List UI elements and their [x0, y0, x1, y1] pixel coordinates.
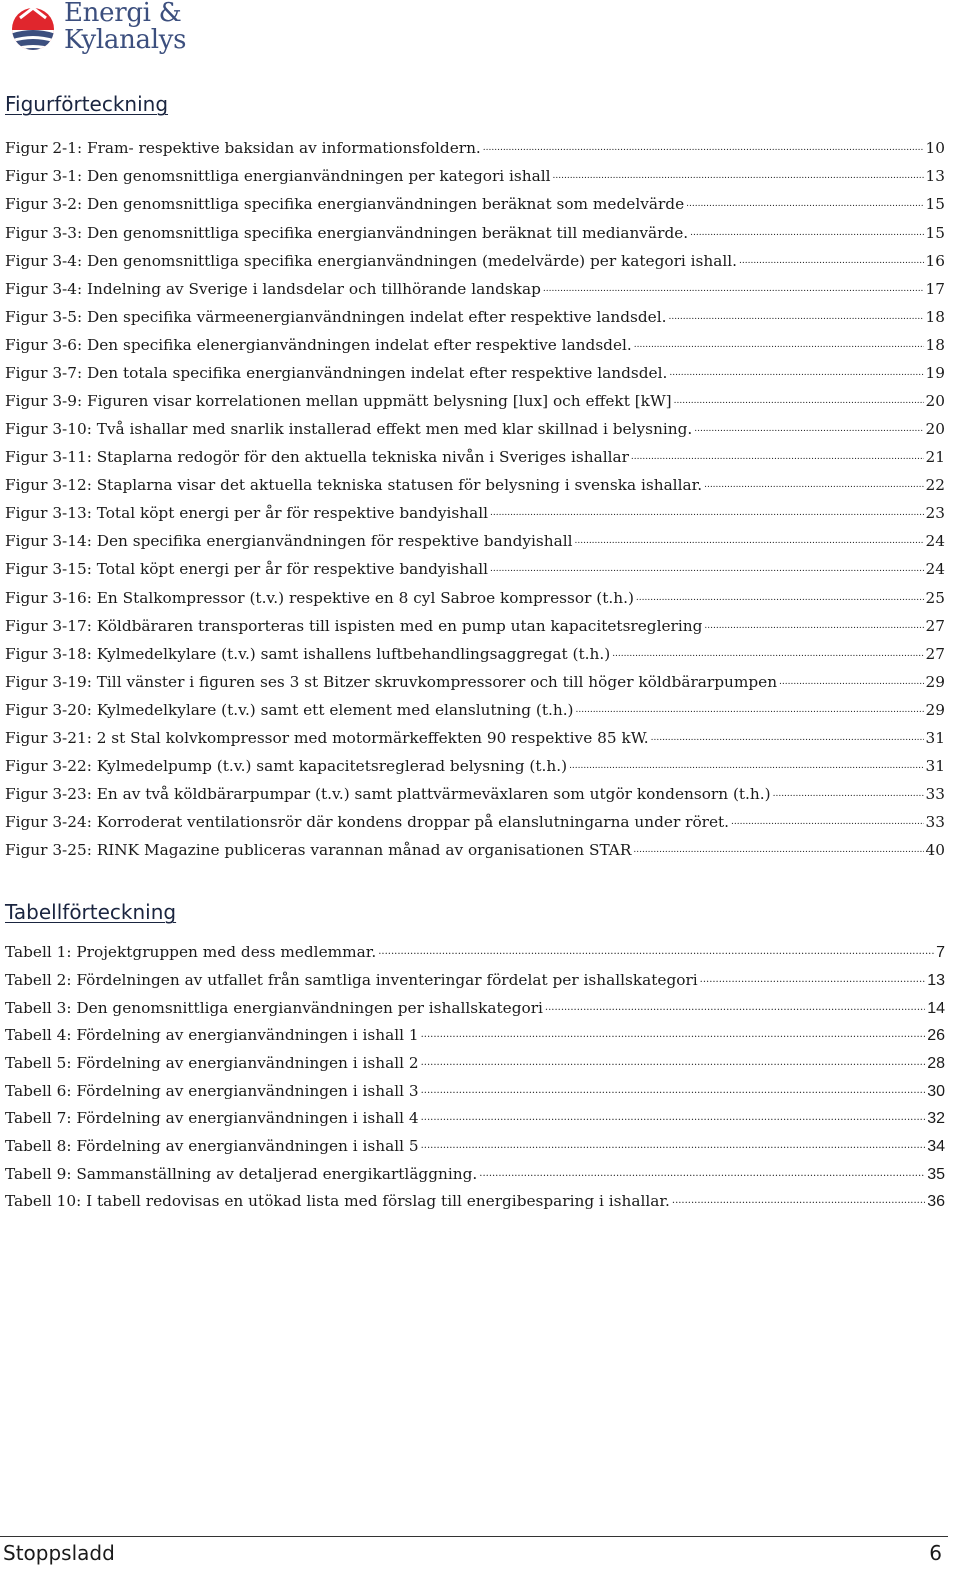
- dot-leader: [631, 447, 924, 462]
- dot-leader: [575, 531, 924, 546]
- table-entry-page[interactable]: 26: [927, 1027, 945, 1045]
- dot-leader: [543, 278, 924, 293]
- dot-leader: [421, 1136, 926, 1151]
- table-entry-title[interactable]: Tabell 8: Fördelning av energianvändningen i ishall 5: [5, 1137, 419, 1156]
- dot-leader: [421, 1108, 926, 1123]
- table-entry[interactable]: [5, 1108, 945, 1136]
- figure-entry[interactable]: [5, 531, 945, 559]
- table-entry[interactable]: [5, 1025, 945, 1053]
- logo-line-2: Kylanalys: [64, 25, 187, 55]
- figure-entry-page[interactable]: 27: [925, 616, 945, 635]
- figure-entry-title[interactable]: Figur 3-16: En Stalkompressor (t.v.) respektive en 8 cyl Sabroe kompressor (t.h.): [5, 588, 634, 607]
- figure-entry[interactable]: [5, 812, 945, 840]
- figure-entry-title[interactable]: Figur 3-10: Två ishallar med snarlik installerad effekt men med klar skillnad i belysning.: [5, 420, 693, 439]
- figure-entry-page[interactable]: 16: [925, 251, 945, 270]
- dot-leader: [668, 306, 923, 321]
- figure-entry[interactable]: [5, 335, 945, 363]
- dot-leader: [634, 335, 924, 350]
- figure-entry-page[interactable]: 20: [925, 392, 945, 410]
- figure-entry[interactable]: [5, 306, 945, 334]
- figure-entry-page[interactable]: 22: [925, 476, 945, 495]
- dot-leader: [739, 250, 924, 265]
- figure-entry-title[interactable]: Figur 3-14: Den specifika energianvändningen för respektive bandyishall: [5, 532, 573, 551]
- table-entry-title[interactable]: Tabell 5: Fördelning av energianvändningen i ishall 2: [5, 1054, 419, 1073]
- dot-leader: [576, 700, 924, 715]
- figure-entry-page[interactable]: 40: [925, 841, 945, 860]
- table-list: [5, 942, 945, 1219]
- figure-entry-title[interactable]: Figur 3-4: Indelning av Sverige i landsdelar och tillhörande landskap: [5, 279, 541, 298]
- dot-leader: [704, 475, 923, 490]
- table-entry-page[interactable]: 34: [927, 1138, 945, 1156]
- figure-entry[interactable]: [5, 222, 945, 250]
- table-entry-page[interactable]: 30: [927, 1082, 945, 1100]
- figure-entry[interactable]: [5, 138, 945, 166]
- figure-entry[interactable]: [5, 615, 945, 643]
- figure-entry-title[interactable]: Figur 3-18: Kylmedelkylare (t.v.) samt ishallens luftbehandlingsaggregat (t.h.): [5, 644, 611, 663]
- figure-entry-title[interactable]: Figur 3-23: En av två köldbärarpumpar (t.v.) samt plattvärmeväxlaren som utgör kondensorn (t.h.): [5, 785, 771, 804]
- figure-entry[interactable]: [5, 503, 945, 531]
- dot-leader: [490, 559, 923, 574]
- table-entry[interactable]: [5, 1053, 945, 1081]
- figure-list-heading: Figurförteckning: [5, 92, 169, 116]
- figure-entry-page[interactable]: 27: [925, 644, 945, 663]
- figure-entry-page[interactable]: 24: [925, 560, 945, 579]
- figure-entry-page[interactable]: 18: [925, 307, 945, 326]
- figure-entry-title[interactable]: Figur 3-6: Den specifika elenergianvändningen indelat efter respektive landsdel.: [5, 335, 632, 354]
- figure-entry-page[interactable]: 10: [925, 139, 945, 158]
- figure-entry-title[interactable]: Figur 3-19: Till vänster i figuren ses 3 st Bitzer skruvkompressorer och till höger köldbärarpumpen: [5, 672, 778, 691]
- dot-leader: [731, 812, 924, 827]
- figure-entry[interactable]: [5, 840, 945, 868]
- figure-entry-title[interactable]: Figur 3-2: Den genomsnittliga specifika energianvändningen beräknat som medelvärde: [5, 195, 685, 214]
- table-entry-page[interactable]: 28: [927, 1055, 945, 1073]
- figure-entry-page[interactable]: 31: [925, 757, 945, 776]
- figure-entry[interactable]: [5, 166, 945, 194]
- dot-leader: [690, 222, 923, 237]
- table-entry-page[interactable]: 7: [936, 944, 945, 962]
- figure-entry-page[interactable]: 33: [925, 813, 945, 832]
- figure-entry-page[interactable]: 21: [925, 448, 945, 467]
- table-entry-title[interactable]: Tabell 1: Projektgruppen med dess medlemmar.: [5, 943, 377, 962]
- figure-entry[interactable]: [5, 391, 945, 419]
- table-entry[interactable]: [5, 1080, 945, 1108]
- dot-leader: [672, 1191, 925, 1206]
- figure-entry-page[interactable]: 17: [925, 279, 945, 298]
- figure-entry-title[interactable]: Figur 3-11: Staplarna redogör för den aktuella tekniska nivån i Sveriges ishallar: [5, 448, 629, 467]
- figure-entry-title[interactable]: Figur 3-7: Den totala specifika energianvändningen indelat efter respektive landsdel.: [5, 363, 668, 382]
- table-entry-page[interactable]: 13: [927, 971, 945, 989]
- figure-entry[interactable]: [5, 784, 945, 812]
- logo-wordmark: [64, 0, 186, 54]
- figure-entry[interactable]: [5, 194, 945, 222]
- logo-emblem-icon: [10, 0, 56, 58]
- logo-line-1: Energi &: [64, 0, 182, 28]
- figure-entry-title[interactable]: Figur 3-4: Den genomsnittliga specifika energianvändningen (medelvärde) per kategori ishall.: [5, 251, 738, 270]
- figure-entry[interactable]: [5, 447, 945, 475]
- dot-leader: [612, 643, 923, 658]
- dot-leader: [421, 1080, 926, 1095]
- figure-entry[interactable]: [5, 559, 945, 587]
- figure-entry[interactable]: [5, 278, 945, 306]
- figure-entry-page[interactable]: 20: [925, 420, 945, 439]
- figure-entry-page[interactable]: 15: [925, 195, 945, 214]
- figure-entry-title[interactable]: Figur 3-22: Kylmedelpump (t.v.) samt kapacitetsreglerad belysning (t.h.): [5, 757, 568, 776]
- table-entry[interactable]: [5, 1164, 945, 1192]
- dot-leader: [553, 166, 924, 181]
- table-entry-title[interactable]: Tabell 7: Fördelning av energianvändningen i ishall 4: [5, 1109, 419, 1128]
- figure-entry[interactable]: [5, 756, 945, 784]
- footer-title: Stoppsladd: [3, 1541, 115, 1565]
- figure-entry-page[interactable]: 19: [925, 363, 945, 382]
- figure-entry[interactable]: [5, 587, 945, 615]
- company-logo: [10, 0, 200, 62]
- table-entry[interactable]: [5, 1136, 945, 1164]
- figure-entry-page[interactable]: 29: [925, 672, 945, 691]
- figure-entry-page[interactable]: 31: [925, 728, 945, 747]
- dot-leader: [674, 391, 924, 406]
- dot-leader: [686, 194, 923, 209]
- table-entry[interactable]: [5, 942, 945, 970]
- figure-entry[interactable]: [5, 671, 945, 699]
- footer-page-number: 6: [929, 1541, 942, 1565]
- figure-entry-title[interactable]: Figur 3-12: Staplarna visar det aktuella tekniska statusen för belysning i svenska ishallar.: [5, 476, 703, 495]
- table-entry[interactable]: [5, 997, 945, 1025]
- table-entry-title[interactable]: Tabell 6: Fördelning av energianvändningen i ishall 3: [5, 1081, 419, 1100]
- table-entry-title[interactable]: Tabell 3: Den genomsnittliga energianvändningen per ishallskategori: [5, 998, 543, 1017]
- figure-entry[interactable]: [5, 363, 945, 391]
- footer-divider: [0, 1536, 948, 1537]
- dot-leader: [378, 942, 934, 957]
- figure-entry-title[interactable]: Figur 3-25: RINK Magazine publiceras varannan månad av organisationen STAR: [5, 841, 632, 860]
- dot-leader: [773, 784, 924, 799]
- figure-entry-page[interactable]: 29: [925, 700, 945, 719]
- dot-leader: [421, 1053, 926, 1068]
- figure-entry-title[interactable]: Figur 3-13: Total köpt energi per år för respektive bandyishall: [5, 504, 489, 523]
- dot-leader: [545, 997, 925, 1012]
- table-list-heading: Tabellförteckning: [5, 900, 177, 924]
- table-entry[interactable]: [5, 1191, 945, 1219]
- table-entry-page[interactable]: 14: [927, 999, 945, 1017]
- table-entry-page[interactable]: 36: [927, 1193, 945, 1211]
- figure-entry[interactable]: [5, 643, 945, 671]
- dot-leader: [636, 587, 924, 602]
- figure-entry[interactable]: [5, 728, 945, 756]
- dot-leader: [669, 363, 923, 378]
- figure-entry[interactable]: [5, 250, 945, 278]
- table-entry-title[interactable]: Tabell 4: Fördelning av energianvändningen i ishall 1: [5, 1026, 419, 1045]
- figure-entry-title[interactable]: Figur 3-9: Figuren visar korrelationen mellan uppmätt belysning [lux] och effekt [kW]: [5, 392, 672, 410]
- figure-entry-title[interactable]: Figur 3-24: Korroderat ventilationsrör där kondens droppar på elanslutningarna under röret.: [5, 813, 730, 832]
- table-entry-page[interactable]: 32: [927, 1110, 945, 1128]
- dot-leader: [479, 1164, 925, 1179]
- figure-entry-title[interactable]: Figur 3-5: Den specifika värmeenergianvändningen indelat efter respektive landsdel.: [5, 307, 667, 326]
- dot-leader: [569, 756, 923, 771]
- figure-entry-page[interactable]: 23: [925, 504, 945, 523]
- figure-entry-title[interactable]: Figur 2-1: Fram- respektive baksidan av informationsfoldern.: [5, 139, 481, 158]
- figure-entry[interactable]: [5, 475, 945, 503]
- figure-entry-page[interactable]: 18: [925, 335, 945, 354]
- figure-entry-page[interactable]: 25: [925, 588, 945, 607]
- dot-leader: [633, 840, 923, 855]
- figure-entry-title[interactable]: Figur 3-21: 2 st Stal kolvkompressor med motormärkeffekten 90 respektive 85 kW.: [5, 728, 649, 747]
- figure-entry-title[interactable]: Figur 3-3: Den genomsnittliga specifika energianvändningen beräknat till medianvärde.: [5, 223, 689, 242]
- dot-leader: [704, 615, 923, 630]
- figure-entry[interactable]: [5, 700, 945, 728]
- figure-entry-page[interactable]: 15: [925, 223, 945, 242]
- dot-leader: [490, 503, 923, 518]
- figure-entry-title[interactable]: Figur 3-17: Köldbäraren transporteras till ispisten med en pump utan kapacitetsreglering: [5, 616, 703, 635]
- figure-entry[interactable]: [5, 419, 945, 447]
- figure-entry-page[interactable]: 33: [925, 785, 945, 804]
- dot-leader: [483, 138, 924, 153]
- dot-leader: [421, 1025, 926, 1040]
- figure-entry-title[interactable]: Figur 3-20: Kylmedelkylare (t.v.) samt ett element med elanslutning (t.h.): [5, 700, 574, 719]
- figure-entry-page[interactable]: 13: [925, 167, 945, 186]
- table-entry-page[interactable]: 35: [927, 1165, 945, 1183]
- figure-entry-title[interactable]: Figur 3-15: Total köpt energi per år för respektive bandyishall: [5, 560, 489, 579]
- dot-leader: [694, 419, 923, 434]
- table-entry-title[interactable]: Tabell 10: I tabell redovisas en utökad lista med förslag till energibesparing i ishallar.: [5, 1192, 670, 1211]
- figure-entry-page[interactable]: 24: [925, 532, 945, 551]
- dot-leader: [651, 728, 924, 743]
- table-entry-title[interactable]: Tabell 2: Fördelningen av utfallet från samtliga inventeringar fördelat per ishallskategori: [5, 970, 698, 989]
- dot-leader: [700, 970, 926, 985]
- figure-entry-title[interactable]: Figur 3-1: Den genomsnittliga energianvändningen per kategori ishall: [5, 167, 551, 186]
- table-entry-title[interactable]: Tabell 9: Sammanställning av detaljerad energikartläggning.: [5, 1164, 478, 1183]
- dot-leader: [779, 671, 923, 686]
- figure-list: [5, 138, 945, 868]
- table-entry[interactable]: [5, 970, 945, 998]
